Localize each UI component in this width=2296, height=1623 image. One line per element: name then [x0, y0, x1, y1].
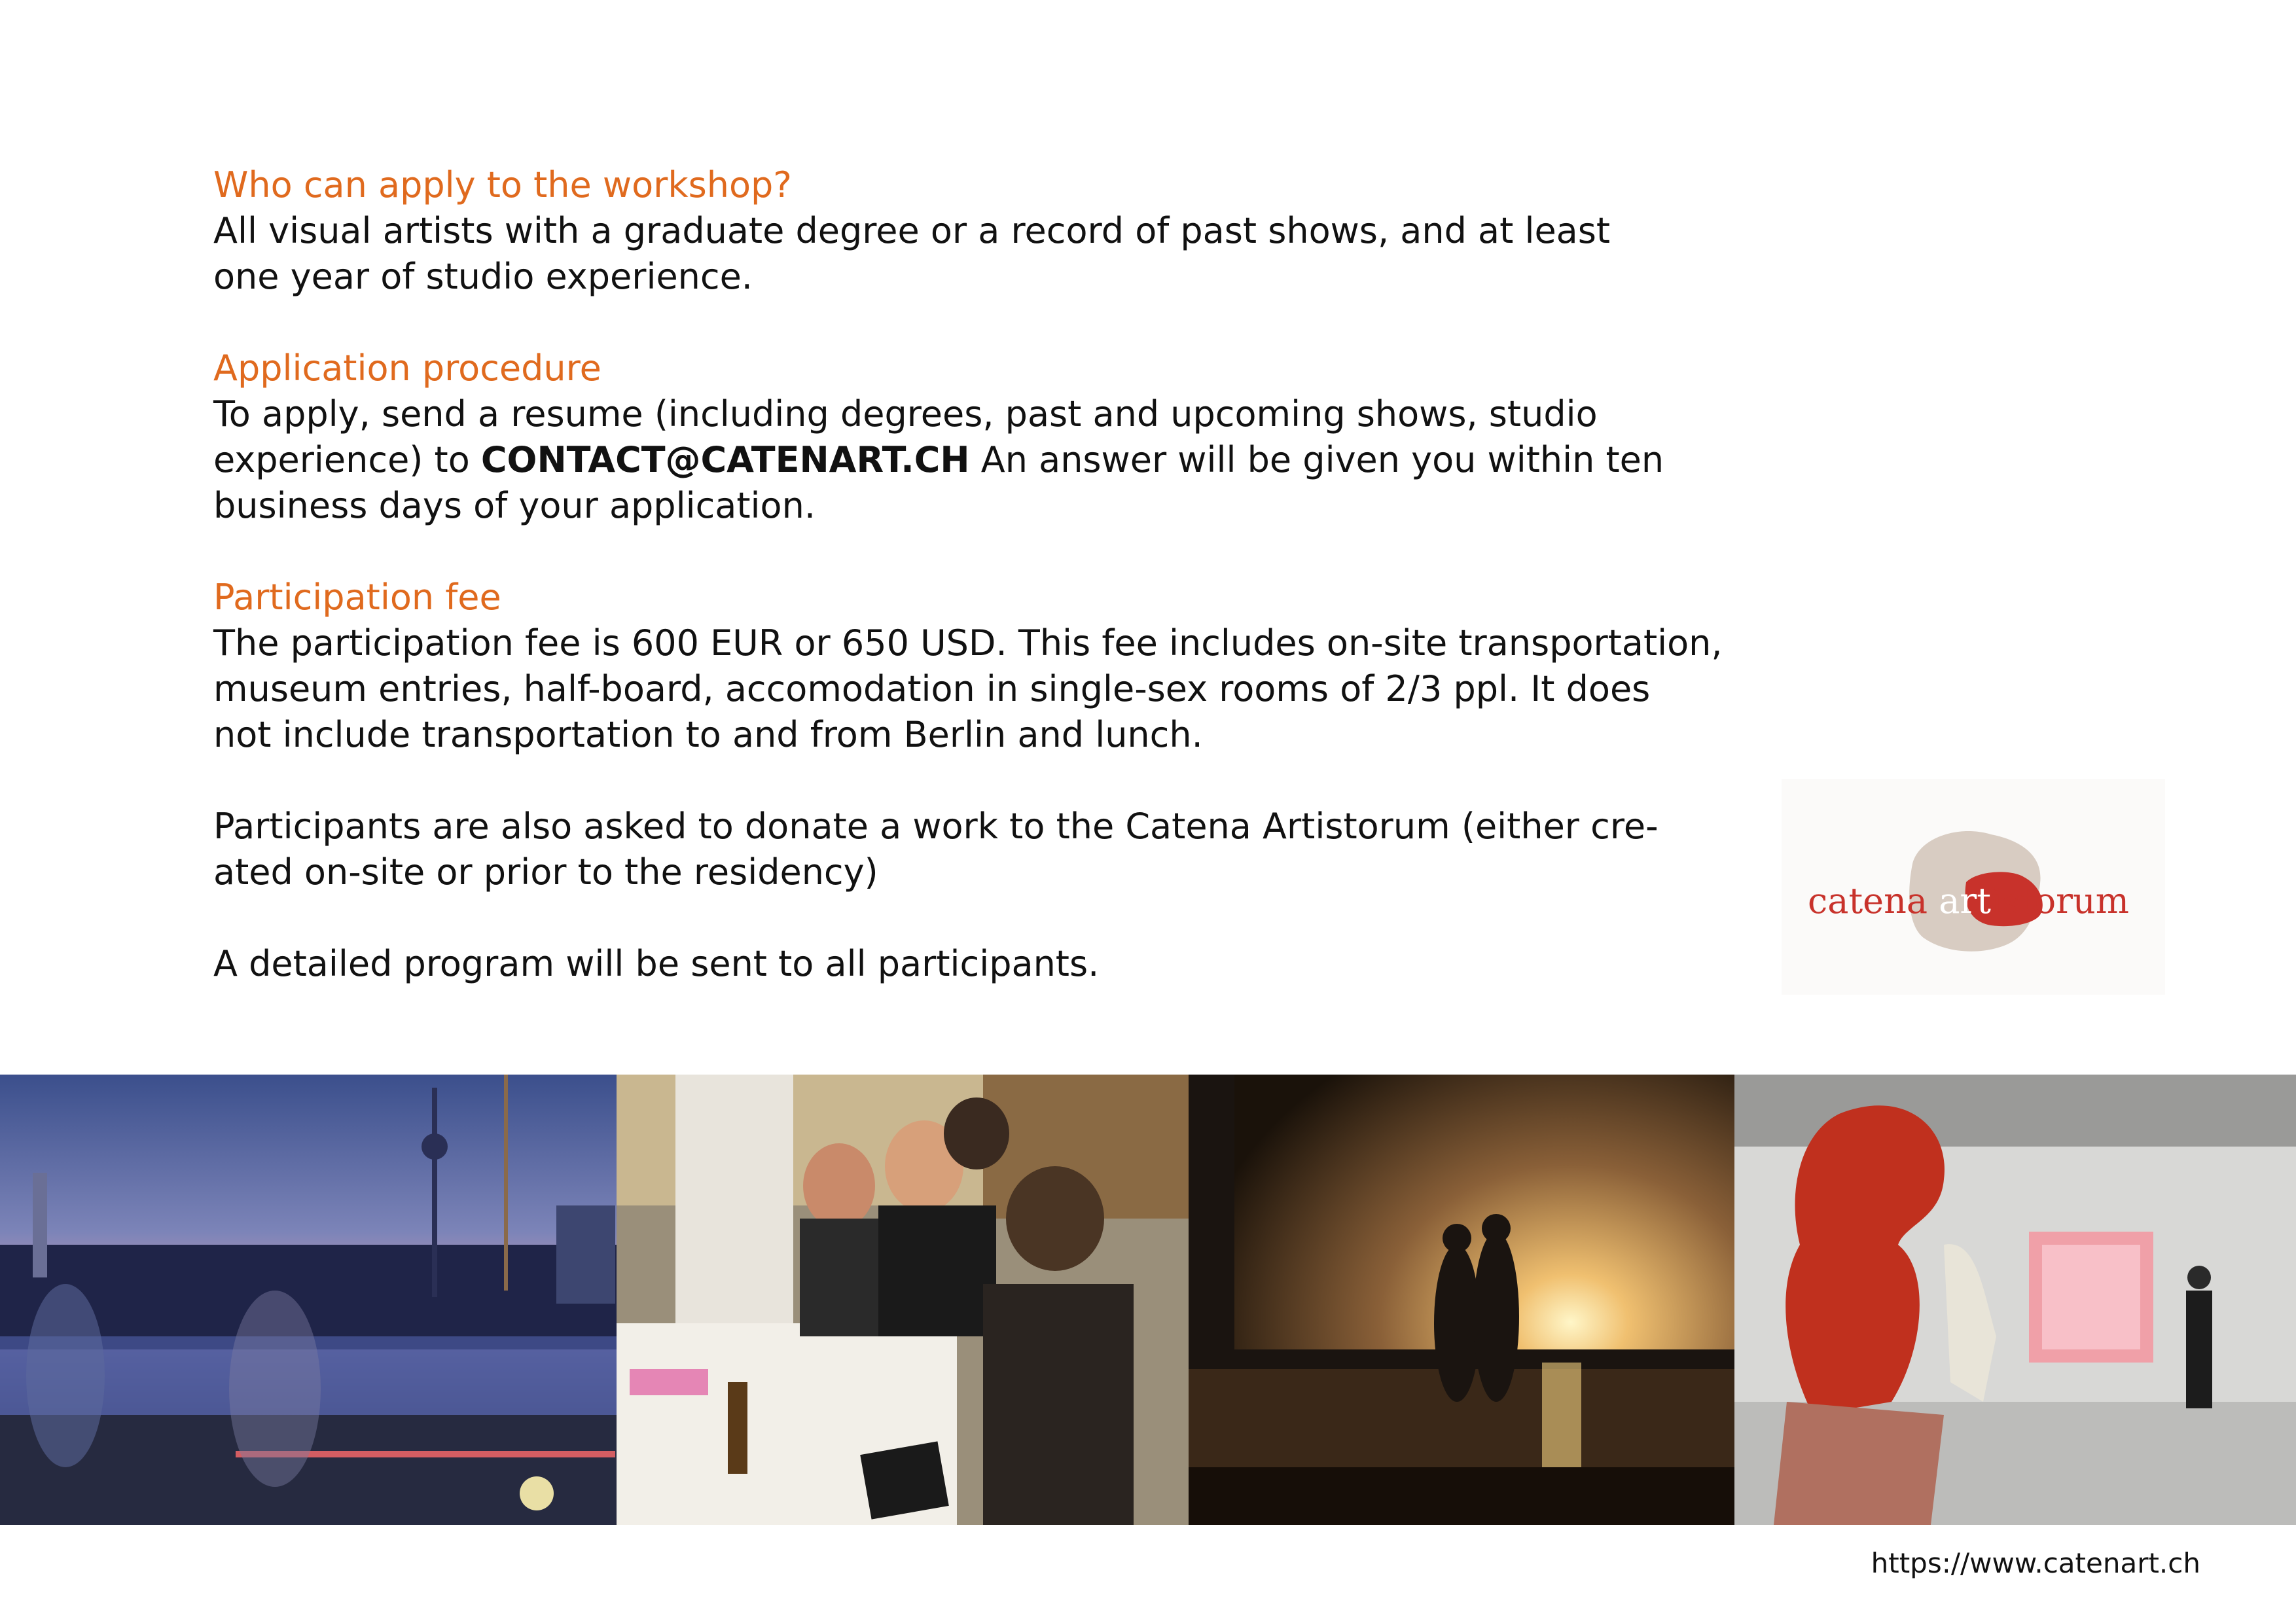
section-heading-application-procedure: Application procedure	[213, 348, 601, 389]
body-line: The participation fee is 600 EUR or 650 USD. This fee includes on-site transportation,	[213, 622, 1723, 664]
body-text: experience) to	[213, 439, 481, 480]
body-line: To apply, send a resume (including degrees, past and upcoming shows, studio	[213, 393, 1598, 435]
body-line: not include transportation to and from Berlin and lunch.	[213, 714, 1203, 755]
section-heading-who-can-apply: Who can apply to the workshop?	[213, 164, 792, 205]
photo-molecule-man-sunset	[1189, 1075, 1734, 1525]
contact-email-link[interactable]: CONTACT@CATENART.CH	[480, 439, 970, 480]
body-line: All visual artists with a graduate degree or a record of past shows, and at least	[213, 210, 1611, 251]
body-line: museum entries, half-board, accomodation in single-sex rooms of 2/3 ppl. It does	[213, 668, 1651, 709]
photo-workshop-participants	[617, 1075, 1189, 1525]
logo-word-art: art	[1939, 880, 1991, 921]
body-text: An answer will be given you within ten	[969, 439, 1664, 480]
donation-line: ated on-site or prior to the residency)	[213, 851, 878, 893]
photo-strip	[0, 1075, 2296, 1525]
body-line: one year of studio experience.	[213, 256, 753, 297]
footer-website-link[interactable]: https://www.catenart.ch	[1871, 1547, 2200, 1579]
svg-text:catena artistorum	[1808, 880, 2129, 921]
photo-gallery-sculpture	[1734, 1075, 2296, 1525]
main-content	[213, 162, 1758, 987]
donation-line: Participants are also asked to donate a work to the Catena Artistorum (either cre-	[213, 806, 1659, 847]
catena-artistorum-logo	[1782, 779, 2165, 995]
program-note: A detailed program will be sent to all participants.	[213, 943, 1100, 984]
body-line: business days of your application.	[213, 485, 816, 526]
body-line	[213, 437, 1758, 483]
photo-berlin-skyline	[0, 1075, 617, 1525]
logo-word-catena: catena	[1808, 880, 1939, 921]
logo-word-istorum: istorum	[1990, 880, 2129, 921]
section-heading-participation-fee: Participation fee	[213, 577, 501, 618]
